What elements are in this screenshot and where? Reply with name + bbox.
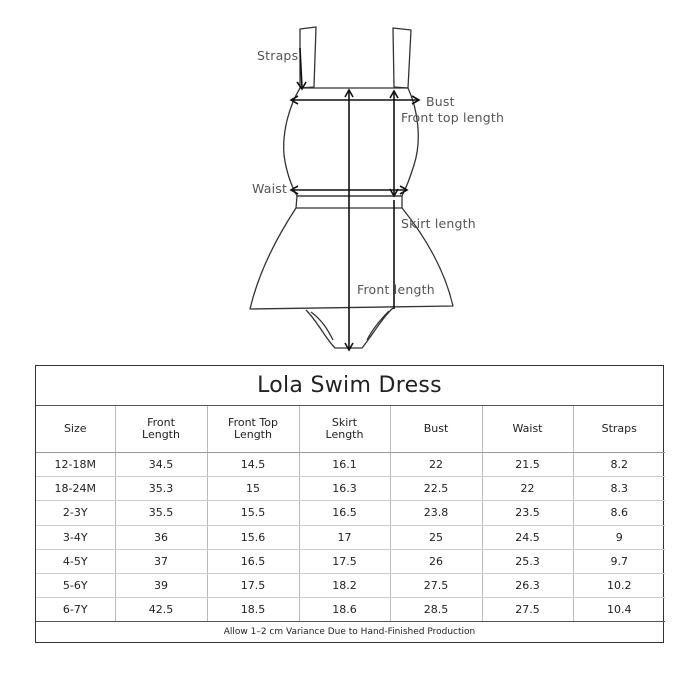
cell-straps: 9 (573, 525, 665, 549)
cell-front-top-length: 15 (207, 477, 299, 501)
right-strap-shape (393, 28, 411, 88)
cell-skirt-length: 17 (299, 525, 390, 549)
cell-waist: 22 (482, 477, 573, 501)
cell-straps: 10.2 (573, 573, 665, 597)
cell-straps: 8.3 (573, 477, 665, 501)
cell-bust: 27.5 (390, 573, 482, 597)
header-waist: Waist (482, 406, 573, 453)
variance-note: Allow 1–2 cm Variance Due to Hand-Finished Production (223, 627, 476, 638)
size-chart-title: Lola Swim Dress (36, 366, 663, 406)
cell-front-length: 34.5 (115, 453, 207, 477)
table-row (36, 598, 665, 622)
cell-skirt-length: 16.1 (299, 453, 390, 477)
header-straps: Straps (573, 406, 665, 453)
cell-waist: 25.3 (482, 549, 573, 573)
cell-waist: 24.5 (482, 525, 573, 549)
cell-bust: 23.8 (390, 501, 482, 525)
cell-front-length: 36 (115, 525, 207, 549)
cell-straps: 9.7 (573, 549, 665, 573)
cell-bust: 26 (390, 549, 482, 573)
cell-front-top-length: 17.5 (207, 573, 299, 597)
cell-bust: 22 (390, 453, 482, 477)
cell-front-length: 42.5 (115, 598, 207, 622)
straps-label: Straps (257, 48, 299, 63)
header-size: Size (36, 406, 115, 453)
cell-size: 3-4Y (36, 525, 115, 549)
size-table (36, 406, 665, 622)
size-chart (35, 365, 664, 643)
header-bust: Bust (390, 406, 482, 453)
cell-size: 5-6Y (36, 573, 115, 597)
briefs-leg-left (311, 312, 333, 340)
cell-skirt-length: 17.5 (299, 549, 390, 573)
skirt-length-label: Skirt length (401, 216, 476, 231)
cell-front-top-length: 16.5 (207, 549, 299, 573)
cell-front-length: 37 (115, 549, 207, 573)
front-top-length-label: Front top length (401, 110, 505, 125)
cell-straps: 8.2 (573, 453, 665, 477)
cell-waist: 27.5 (482, 598, 573, 622)
cell-straps: 8.6 (573, 501, 665, 525)
left-strap-shape (300, 27, 316, 88)
front-length-label: Front length (357, 282, 435, 297)
table-row (36, 453, 665, 477)
cell-waist: 23.5 (482, 501, 573, 525)
header-front-length: Front Length (115, 406, 207, 453)
header-front-top-length: Front Top Length (207, 406, 299, 453)
header-skirt-length: Skirt Length (299, 406, 390, 453)
cell-front-length: 39 (115, 573, 207, 597)
cell-size: 4-5Y (36, 549, 115, 573)
cell-size: 2-3Y (36, 501, 115, 525)
table-row (36, 525, 665, 549)
bodice-shape (284, 88, 419, 196)
waist-label: Waist (252, 181, 288, 196)
cell-bust: 22.5 (390, 477, 482, 501)
table-row (36, 501, 665, 525)
cell-front-length: 35.5 (115, 501, 207, 525)
cell-front-top-length: 15.5 (207, 501, 299, 525)
cell-skirt-length: 16.5 (299, 501, 390, 525)
header-row (36, 406, 665, 453)
bust-label: Bust (426, 94, 455, 109)
table-row (36, 549, 665, 573)
cell-straps: 10.4 (573, 598, 665, 622)
cell-front-top-length: 18.5 (207, 598, 299, 622)
cell-waist: 26.3 (482, 573, 573, 597)
cell-front-top-length: 14.5 (207, 453, 299, 477)
cell-front-length: 35.3 (115, 477, 207, 501)
cell-waist: 21.5 (482, 453, 573, 477)
table-row (36, 477, 665, 501)
table-row (36, 573, 665, 597)
cell-bust: 25 (390, 525, 482, 549)
cell-skirt-length: 18.2 (299, 573, 390, 597)
cell-size: 12-18M (36, 453, 115, 477)
cell-skirt-length: 18.6 (299, 598, 390, 622)
cell-front-top-length: 15.6 (207, 525, 299, 549)
cell-bust: 28.5 (390, 598, 482, 622)
cell-size: 6-7Y (36, 598, 115, 622)
cell-size: 18-24M (36, 477, 115, 501)
cell-skirt-length: 16.3 (299, 477, 390, 501)
